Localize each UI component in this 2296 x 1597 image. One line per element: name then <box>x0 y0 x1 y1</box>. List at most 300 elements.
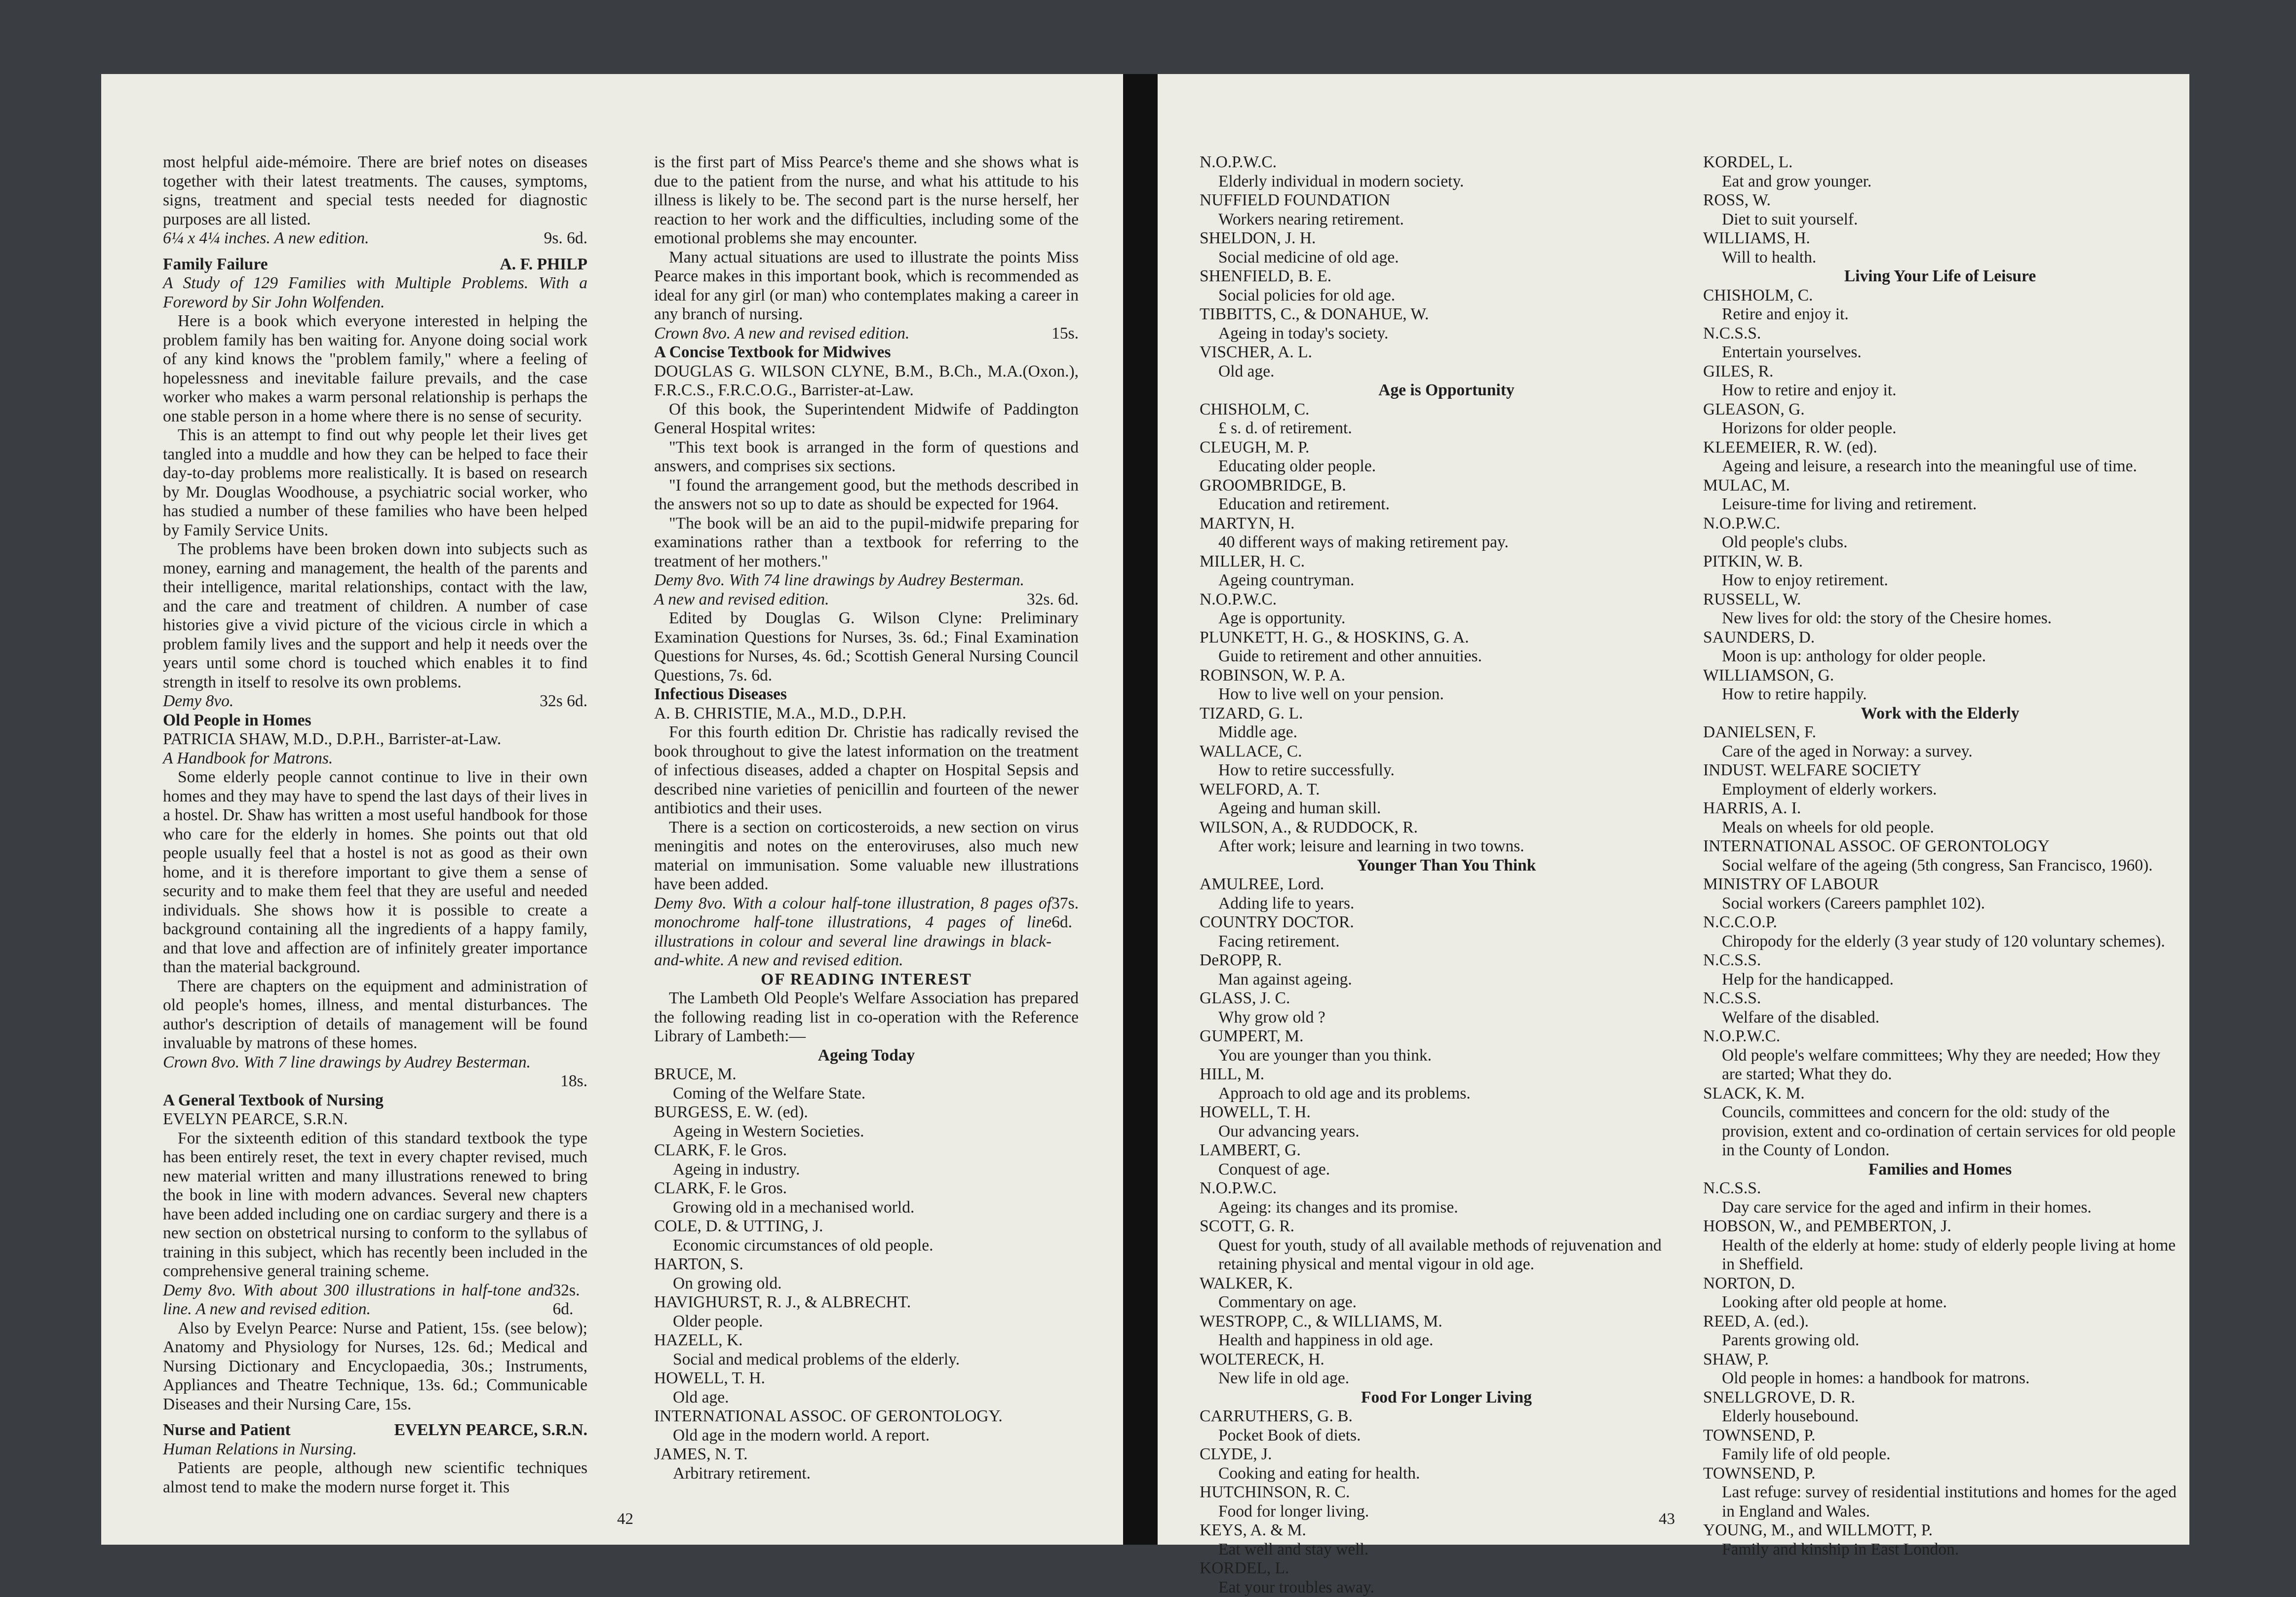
list-item <box>1703 1179 2177 1217</box>
paragraph: There are chapters on the equipment and administration of old people's homes, illness, and mental disturbances. The author's description of details of management will be found invaluable by matrons of these homes. <box>163 977 587 1053</box>
entry-author: HOBSON, W., and PEMBERTON, J. <box>1703 1217 2177 1236</box>
entry-author: N.C.C.O.P. <box>1703 913 2177 932</box>
list-item <box>1200 875 1693 913</box>
list-item <box>1703 1217 2177 1274</box>
list-item <box>1200 913 1693 951</box>
entry-title: Elderly housebound. <box>1722 1407 2177 1426</box>
entry-author: KORDEL, L. <box>1200 1559 1693 1578</box>
entry-author: KEYS, A. & M. <box>1200 1521 1693 1540</box>
entry-author: CLARK, F. le Gros. <box>654 1141 1079 1160</box>
list-item <box>1200 1179 1693 1217</box>
entry-author: SNELLGROVE, D. R. <box>1703 1388 2177 1407</box>
entry-title: How to retire happily. <box>1722 685 2177 704</box>
entry-title: Last refuge: survey of residential institutions and homes for the aged in England and Wales. <box>1722 1483 2177 1521</box>
entry-author: HARRIS, A. I. <box>1703 799 2177 818</box>
entry-author: N.O.P.W.C. <box>1200 153 1693 172</box>
entry-title: Why grow old ? <box>1218 1008 1693 1027</box>
price: 18s. <box>163 1072 587 1091</box>
paragraph: Edited by Douglas G. Wilson Clyne: Preliminary Examination Questions for Nurses, 3s. 6d.; Final Examination Questions for Nurses, 4s. 6d.; Scottish General Nursing Council Questions, 7s. 6d. <box>654 609 1079 685</box>
entry-title: Social policies for old age. <box>1218 286 1693 305</box>
entry-author: NORTON, D. <box>1703 1274 2177 1293</box>
list-item <box>1200 343 1693 381</box>
paragraph: Patients are people, although new scientific techniques almost tend to make the modern nurse forget it. This <box>163 1459 587 1497</box>
entry-author: CHISHOLM, C. <box>1200 400 1693 419</box>
price: 32s 6d. <box>540 692 587 711</box>
paragraph: is the first part of Miss Pearce's theme and she shows what is due to the patient from the nurse, and what his attitude to his illness is likely to be. The second part is the nurse herself, her reaction to her work and the difficulties, including some of the emotional problems she may encounter. <box>654 153 1079 248</box>
list-item <box>654 1179 1079 1217</box>
entry-author: N.O.P.W.C. <box>1200 1179 1693 1198</box>
entry-title: Ageing in today's society. <box>1218 324 1693 343</box>
entry-title: Ageing: its changes and its promise. <box>1218 1198 1693 1217</box>
entry-title: Retire and enjoy it. <box>1722 305 2177 324</box>
price-line <box>654 590 1079 609</box>
list-item <box>1200 1217 1693 1274</box>
list-heading: Families and Homes <box>1703 1160 2177 1179</box>
list-item <box>1703 723 2177 761</box>
entry-author: DANIELSEN, F. <box>1703 723 2177 742</box>
entry-title: £ s. d. of retirement. <box>1218 419 1693 438</box>
list-item <box>1703 761 2177 799</box>
entry-title: Elderly individual in modern society. <box>1218 172 1693 191</box>
list-item <box>1703 438 2177 476</box>
list-item <box>1200 191 1693 229</box>
entry-author: GUMPERT, M. <box>1200 1027 1693 1046</box>
entry-author: JAMES, N. T. <box>654 1445 1079 1464</box>
entry-author: CLEUGH, M. P. <box>1200 438 1693 457</box>
entry-author: HARTON, S. <box>654 1255 1079 1274</box>
list-item <box>1200 818 1693 856</box>
list-item <box>1703 913 2177 951</box>
list-item <box>1200 153 1693 191</box>
entry-title: Entertain yourselves. <box>1722 343 2177 362</box>
italic-note: A Handbook for Matrons. <box>163 749 587 768</box>
list-item <box>1703 1521 2177 1559</box>
entry-author: N.C.S.S. <box>1703 324 2177 343</box>
entry-author: SLACK, K. M. <box>1703 1084 2177 1103</box>
list-item <box>1200 400 1693 438</box>
page-number: 42 <box>617 1510 633 1528</box>
author-line: DOUGLAS G. WILSON CLYNE, B.M., B.Ch., M.A.(Oxon.), F.R.C.S., F.R.C.O.G., Barrister-at-Law. <box>654 362 1079 400</box>
entry-title: How to enjoy retirement. <box>1722 571 2177 590</box>
entry-author: BURGESS, E. W. (ed). <box>654 1103 1079 1122</box>
entry-title: New life in old age. <box>1218 1369 1693 1388</box>
price: 37s. 6d. <box>1051 894 1079 970</box>
entry-title: Social and medical problems of the elderly. <box>673 1350 1079 1369</box>
entry-title: Social medicine of old age. <box>1218 248 1693 267</box>
book-title: Infectious Diseases <box>654 685 1079 704</box>
entry-author: MARTYN, H. <box>1200 514 1693 533</box>
entry-author: HUTCHINSON, R. C. <box>1200 1483 1693 1502</box>
list-item <box>1200 1559 1693 1597</box>
left-page-column-1 <box>163 153 587 1497</box>
entry-title: Old age. <box>1218 362 1693 381</box>
list-item <box>654 1407 1079 1445</box>
entry-title: Family life of old people. <box>1722 1445 2177 1464</box>
paragraph: most helpful aide-mémoire. There are brief notes on diseases together with their latest treatments. The causes, symptoms, signs, treatment and special tests needed for diagnostic purposes are all listed. <box>163 153 587 229</box>
entry-title: Ageing countryman. <box>1218 571 1693 590</box>
list-item <box>654 1103 1079 1141</box>
entry-title: Leisure-time for living and retirement. <box>1722 495 2177 514</box>
list-item <box>1703 1350 2177 1388</box>
entry-author: N.O.P.W.C. <box>1703 514 2177 533</box>
entry-author: N.C.S.S. <box>1703 1179 2177 1198</box>
paragraph: "This text book is arranged in the form of questions and answers, and comprises six sections. <box>654 438 1079 476</box>
list-item <box>1703 153 2177 191</box>
entry-author: REED, A. (ed.). <box>1703 1312 2177 1331</box>
entry-author: WALKER, K. <box>1200 1274 1693 1293</box>
paragraph: This is an attempt to find out why people let their lives get tangled into a muddle and how they can be helped to face their day-to-day problems more realistically. It is based on research by Mr. Douglas Woodhouse, a psychiatric social worker, who has studied a number of these families who have been helped by Family Service Units. <box>163 426 587 540</box>
entry-title: After work; leisure and learning in two towns. <box>1218 837 1693 856</box>
edition-note: Crown 8vo. A new and revised edition. <box>654 324 909 343</box>
book-title-line <box>163 1421 587 1440</box>
entry-title: Help for the handicapped. <box>1722 970 2177 989</box>
entry-author: YOUNG, M., and WILLMOTT, P. <box>1703 1521 2177 1540</box>
price-line <box>654 894 1079 970</box>
entry-author: HAVIGHURST, R. J., & ALBRECHT. <box>654 1293 1079 1312</box>
paragraph: Some elderly people cannot continue to live in their own homes and they may have to spend the last days of their lives in a hostel. Dr. Shaw has written a most useful handbook for those who care for the elderly in homes. She points out that old people usually feel that a hostel is not as good as their own home, and it is therefore important to give them a sense of security and to make them feel that they are useful and needed individuals. She shows how it is possible to create a background containing all the ingredients of a happy family, and that love and affection are of infinitely greater importance than the material background. <box>163 768 587 977</box>
entry-author: PITKIN, W. B. <box>1703 552 2177 571</box>
list-item <box>1703 400 2177 438</box>
list-item <box>1200 951 1693 989</box>
entry-title: Old people's clubs. <box>1722 533 2177 552</box>
list-item <box>1200 1274 1693 1312</box>
entry-title: Moon is up: anthology for older people. <box>1722 647 2177 666</box>
entry-author: CHISHOLM, C. <box>1703 286 2177 305</box>
right-page-column-1 <box>1200 153 1693 1597</box>
entry-author: CLYDE, J. <box>1200 1445 1693 1464</box>
list-item <box>654 1293 1079 1331</box>
left-page-column-2 <box>654 153 1079 1483</box>
entry-title: Approach to old age and its problems. <box>1218 1084 1693 1103</box>
entry-title: Growing old in a mechanised world. <box>673 1198 1079 1217</box>
entry-title: 40 different ways of making retirement pay. <box>1218 533 1693 552</box>
entry-title: Education and retirement. <box>1218 495 1693 514</box>
entry-title: Workers nearing retirement. <box>1218 210 1693 229</box>
list-item <box>1200 1445 1693 1483</box>
entry-author: MILLER, H. C. <box>1200 552 1693 571</box>
paragraph: For the sixteenth edition of this standard textbook the type has been entirely reset, the text in every chapter revised, much new material written and many illustrations renewed to bring the book in line with modern advances. Several new chapters have been added including one on cardiac surgery and there is a new section on obstetrical nursing to conform to the syllabus of training in this subject, which has recently been included in the comprehensive general training scheme. <box>163 1129 587 1281</box>
entry-author: DeROPP, R. <box>1200 951 1693 970</box>
entry-title: Ageing and human skill. <box>1218 799 1693 818</box>
entry-title: Older people. <box>673 1312 1079 1331</box>
italic-note: Demy 8vo. With 74 line drawings by Audrey Besterman. <box>654 571 1079 590</box>
list-item <box>1703 799 2177 837</box>
entry-title: Diet to suit yourself. <box>1722 210 2177 229</box>
entry-author: GILES, R. <box>1703 362 2177 381</box>
list-item <box>1703 875 2177 913</box>
entry-title: Coming of the Welfare State. <box>673 1084 1079 1103</box>
list-item <box>1703 362 2177 400</box>
entry-author: MINISTRY OF LABOUR <box>1703 875 2177 894</box>
list-heading: Younger Than You Think <box>1200 856 1693 875</box>
entry-title: Facing retirement. <box>1218 932 1693 951</box>
list-item <box>1200 1483 1693 1521</box>
entry-author: N.C.S.S. <box>1703 951 2177 970</box>
list-item <box>1200 1103 1693 1141</box>
paragraph: Also by Evelyn Pearce: Nurse and Patient, 15s. (see below); Anatomy and Physiology for Nurses, 12s. 6d.; Medical and Nursing Dictionary and Encyclopaedia, 30s.; Instruments, Appliances and Theatre Technique, 13s. 6d.; Communicable Diseases and their Nursing Care, 15s. <box>163 1319 587 1414</box>
entry-title: Eat well and stay well. <box>1218 1540 1693 1559</box>
entry-title: Eat and grow younger. <box>1722 172 2177 191</box>
author-name: EVELYN PEARCE, S.R.N. <box>394 1421 587 1440</box>
price: 15s. <box>1051 324 1079 343</box>
paragraph: Many actual situations are used to illustrate the points Miss Pearce makes in this important book, which is recommended as ideal for any girl (or man) who contemplates making a career in any branch of nursing. <box>654 248 1079 324</box>
entry-title: Age is opportunity. <box>1218 609 1693 628</box>
list-item <box>1703 476 2177 514</box>
paragraph: There is a section on corticosteroids, a new section on virus meningitis and notes on the enteroviruses, also much new material on immunisation. Some valuable new illustrations have been added. <box>654 818 1079 894</box>
list-item <box>1703 1388 2177 1426</box>
entry-author: TOWNSEND, P. <box>1703 1426 2177 1445</box>
entry-title: Food for longer living. <box>1218 1502 1693 1521</box>
entry-title: Cooking and eating for health. <box>1218 1464 1693 1483</box>
entry-author: TIBBITTS, C., & DONAHUE, W. <box>1200 305 1693 324</box>
book-title: A Concise Textbook for Midwives <box>654 343 1079 362</box>
paragraph: Of this book, the Superintendent Midwife of Paddington General Hospital writes: <box>654 400 1079 438</box>
right-page-column-2 <box>1703 153 2177 1559</box>
list-heading: Age is Opportunity <box>1200 381 1693 400</box>
list-item <box>1703 628 2177 666</box>
entry-title: Ageing in industry. <box>673 1160 1079 1179</box>
right-page <box>1158 74 2189 1545</box>
price-line <box>654 324 1079 343</box>
page-number: 43 <box>1659 1510 1675 1528</box>
entry-author: TOWNSEND, P. <box>1703 1464 2177 1483</box>
entry-author: KORDEL, L. <box>1703 153 2177 172</box>
edition-note: A new and revised edition. <box>654 590 829 609</box>
entry-author: WALLACE, C. <box>1200 742 1693 761</box>
list-item <box>1703 1027 2177 1084</box>
entry-author: PLUNKETT, H. G., & HOSKINS, G. A. <box>1200 628 1693 647</box>
entry-title: Family and kinship in East London. <box>1722 1540 2177 1559</box>
entry-title: Councils, committees and concern for the old: study of the provision, extent and co-ordination of certain services for old people in the County of London. <box>1722 1103 2177 1160</box>
entry-author: SHAW, P. <box>1703 1350 2177 1369</box>
list-item <box>1200 438 1693 476</box>
entry-author: MULAC, M. <box>1703 476 2177 495</box>
list-item <box>1200 305 1693 343</box>
entry-title: Horizons for older people. <box>1722 419 2177 438</box>
list-item <box>1200 1312 1693 1350</box>
entry-author: CARRUTHERS, G. B. <box>1200 1407 1693 1426</box>
list-item <box>1200 780 1693 818</box>
list-item <box>1200 552 1693 590</box>
paragraph: "I found the arrangement good, but the methods described in the answers not so up to date as should be expected for 1964. <box>654 476 1079 514</box>
list-item <box>654 1065 1079 1103</box>
book-title: A General Textbook of Nursing <box>163 1091 587 1110</box>
entry-author: AMULREE, Lord. <box>1200 875 1693 894</box>
paragraph: The Lambeth Old People's Welfare Association has prepared the following reading list in co-operation with the Reference Library of Lambeth:— <box>654 989 1079 1046</box>
edition-note: Demy 8vo. <box>163 692 233 711</box>
list-item <box>1200 1027 1693 1065</box>
section-heading: OF READING INTEREST <box>654 970 1079 989</box>
entry-title: Arbitrary retirement. <box>673 1464 1079 1483</box>
entry-title: Pocket Book of diets. <box>1218 1426 1693 1445</box>
list-item <box>1200 742 1693 780</box>
entry-title: Ageing and leisure, a research into the meaningful use of time. <box>1722 457 2177 476</box>
entry-author: SCOTT, G. R. <box>1200 1217 1693 1236</box>
italic-note: A Study of 129 Families with Multiple Problems. With a Foreword by Sir John Wolfenden. <box>163 274 587 312</box>
price: 9s. 6d. <box>544 229 587 248</box>
edition-note: Demy 8vo. With about 300 illustrations in half-tone and line. A new and revised edition. <box>163 1281 553 1319</box>
list-item <box>1703 989 2177 1027</box>
list-item <box>1703 286 2177 324</box>
list-item <box>1703 951 2177 989</box>
price-line <box>163 229 587 248</box>
list-item <box>654 1369 1079 1407</box>
entry-title: Parents growing old. <box>1722 1331 2177 1350</box>
entry-author: GLASS, J. C. <box>1200 989 1693 1008</box>
entry-title: Looking after old people at home. <box>1722 1293 2177 1312</box>
paragraph: The problems have been broken down into subjects such as money, earning and management, the health of the parents and their intelligence, marital relationships, contact with the law, and the care and treatment of children. A number of case histories give a vivid picture of the vicious circle in which a problem family lives and the support and help it needs over the years until some chord is touched which enables it to find strength in itself to resolve its own problems. <box>163 540 587 692</box>
entry-title: Commentary on age. <box>1218 1293 1693 1312</box>
entry-title: Eat your troubles away. <box>1218 1578 1693 1597</box>
entry-title: How to retire and enjoy it. <box>1722 381 2177 400</box>
list-item <box>654 1445 1079 1483</box>
price: 32s. 6d. <box>1027 590 1079 609</box>
author-line: A. B. CHRISTIE, M.A., M.D., D.P.H. <box>654 704 1079 723</box>
entry-author: KLEEMEIER, R. W. (ed). <box>1703 438 2177 457</box>
list-item <box>1200 1407 1693 1445</box>
book-title: Family Failure <box>163 255 268 274</box>
price-line <box>163 692 587 711</box>
author-name: A. F. PHILP <box>500 255 587 274</box>
list-item <box>1200 1521 1693 1559</box>
list-item <box>1703 191 2177 229</box>
entry-title: Adding life to years. <box>1218 894 1693 913</box>
entry-title: Man against ageing. <box>1218 970 1693 989</box>
entry-author: WILLIAMS, H. <box>1703 229 2177 248</box>
entry-author: HAZELL, K. <box>654 1331 1079 1350</box>
entry-title: How to retire successfully. <box>1218 761 1693 780</box>
list-item <box>654 1255 1079 1293</box>
list-item <box>1200 628 1693 666</box>
entry-title: Educating older people. <box>1218 457 1693 476</box>
entry-title: New lives for old: the story of the Chesire homes. <box>1722 609 2177 628</box>
entry-author: INTERNATIONAL ASSOC. OF GERONTOLOGY <box>1703 837 2177 856</box>
entry-author: SHELDON, J. H. <box>1200 229 1693 248</box>
list-item <box>1200 666 1693 704</box>
entry-author: WELFORD, A. T. <box>1200 780 1693 799</box>
book-title: Nurse and Patient <box>163 1421 291 1440</box>
entry-title: Guide to retirement and other annuities. <box>1218 647 1693 666</box>
entry-title: How to live well on your pension. <box>1218 685 1693 704</box>
list-item <box>1703 1274 2177 1312</box>
entry-title: Social workers (Careers pamphlet 102). <box>1722 894 2177 913</box>
entry-author: SHENFIELD, B. E. <box>1200 267 1693 286</box>
list-item <box>1200 476 1693 514</box>
entry-title: Old people's welfare committees; Why they are needed; How they are started; What they do. <box>1722 1046 2177 1084</box>
list-item <box>1703 514 2177 552</box>
entry-author: NUFFIELD FOUNDATION <box>1200 191 1693 210</box>
list-item <box>1703 1312 2177 1350</box>
entry-author: N.C.S.S. <box>1703 989 2177 1008</box>
list-item <box>654 1141 1079 1179</box>
entry-title: Ageing in Western Societies. <box>673 1122 1079 1141</box>
entry-title: Old age. <box>673 1388 1079 1407</box>
entry-title: Conquest of age. <box>1218 1160 1693 1179</box>
entry-title: Welfare of the disabled. <box>1722 1008 2177 1027</box>
entry-title: You are younger than you think. <box>1218 1046 1693 1065</box>
entry-title: Health of the elderly at home: study of elderly people living at home in Sheffield. <box>1722 1236 2177 1274</box>
entry-title: Will to health. <box>1722 248 2177 267</box>
entry-author: INDUST. WELFARE SOCIETY <box>1703 761 2177 780</box>
list-heading: Work with the Elderly <box>1703 704 2177 723</box>
list-item <box>1703 590 2177 628</box>
list-item <box>1703 837 2177 875</box>
price-line <box>163 1281 587 1319</box>
paragraph: Here is a book which everyone interested in helping the problem family has ben waiting for. Anyone doing social work of any kind knows the "problem family," where a feeling of hopelessness and inevitable failure prevails, and the case worker who makes a warm personal relationship is perhaps the one stable person in a home where there is no sense of security. <box>163 312 587 426</box>
list-heading: Ageing Today <box>654 1046 1079 1065</box>
entry-author: GROOMBRIDGE, B. <box>1200 476 1693 495</box>
entry-author: SAUNDERS, D. <box>1703 628 2177 647</box>
list-item <box>1703 552 2177 590</box>
edition-note: Demy 8vo. With a colour half-tone illustration, 8 pages of monochrome half-tone illustrations, 4 pages of line illustrations in colour and several line drawings in black-and-white. A new and revised edition. <box>654 894 1051 970</box>
entry-author: GLEASON, G. <box>1703 400 2177 419</box>
book-title: Old People in Homes <box>163 711 587 730</box>
entry-author: ROBINSON, W. P. A. <box>1200 666 1693 685</box>
entry-title: Old age in the modern world. A report. <box>673 1426 1079 1445</box>
entry-title: Economic circumstances of old people. <box>673 1236 1079 1255</box>
italic-note: Crown 8vo. With 7 line drawings by Audrey Besterman. <box>163 1053 587 1072</box>
list-item <box>1200 267 1693 305</box>
entry-author: WOLTERECK, H. <box>1200 1350 1693 1369</box>
entry-author: WESTROPP, C., & WILLIAMS, M. <box>1200 1312 1693 1331</box>
entry-title: Social welfare of the ageing (5th congress, San Francisco, 1960). <box>1722 856 2177 875</box>
edition-note: 6¼ x 4¼ inches. A new edition. <box>163 229 369 248</box>
entry-author: COUNTRY DOCTOR. <box>1200 913 1693 932</box>
list-item <box>1703 1426 2177 1464</box>
list-item <box>1200 1350 1693 1388</box>
entry-author: WILLIAMSON, G. <box>1703 666 2177 685</box>
list-item <box>1200 1141 1693 1179</box>
entry-author: VISCHER, A. L. <box>1200 343 1693 362</box>
entry-title: Quest for youth, study of all available methods of rejuvenation and retaining physical and mental vigour in old age. <box>1218 1236 1693 1274</box>
paragraph: "The book will be an aid to the pupil-midwife preparing for examinations rather than a textbook for referring to the treatment of her mothers." <box>654 514 1079 571</box>
entry-title: Health and happiness in old age. <box>1218 1331 1693 1350</box>
list-item <box>1200 229 1693 267</box>
entry-author: RUSSELL, W. <box>1703 590 2177 609</box>
list-item <box>1703 229 2177 267</box>
entry-author: N.O.P.W.C. <box>1703 1027 2177 1046</box>
list-item <box>654 1217 1079 1255</box>
left-page <box>101 74 1123 1545</box>
list-item <box>1703 666 2177 704</box>
list-heading: Food For Longer Living <box>1200 1388 1693 1407</box>
entry-title: Middle age. <box>1218 723 1693 742</box>
entry-author: CLARK, F. le Gros. <box>654 1179 1079 1198</box>
entry-author: TIZARD, G. L. <box>1200 704 1693 723</box>
entry-title: Care of the aged in Norway: a survey. <box>1722 742 2177 761</box>
entry-author: LAMBERT, G. <box>1200 1141 1693 1160</box>
italic-note: Human Relations in Nursing. <box>163 1440 587 1459</box>
author-line: PATRICIA SHAW, M.D., D.P.H., Barrister-at-Law. <box>163 730 587 749</box>
entry-title: Meals on wheels for old people. <box>1722 818 2177 837</box>
entry-author: HOWELL, T. H. <box>654 1369 1079 1388</box>
entry-author: HILL, M. <box>1200 1065 1693 1084</box>
list-item <box>1703 324 2177 362</box>
list-item <box>1200 989 1693 1027</box>
list-item <box>1200 590 1693 628</box>
entry-title: Our advancing years. <box>1218 1122 1693 1141</box>
entry-author: HOWELL, T. H. <box>1200 1103 1693 1122</box>
entry-author: BRUCE, M. <box>654 1065 1079 1084</box>
book-gutter <box>1123 74 1158 1545</box>
list-item <box>1200 514 1693 552</box>
entry-author: INTERNATIONAL ASSOC. OF GERONTOLOGY. <box>654 1407 1079 1426</box>
list-item <box>1200 1065 1693 1103</box>
entry-author: COLE, D. & UTTING, J. <box>654 1217 1079 1236</box>
entry-title: Old people in homes: a handbook for matrons. <box>1722 1369 2177 1388</box>
list-item <box>1200 704 1693 742</box>
price: 32s. 6d. <box>553 1281 587 1319</box>
